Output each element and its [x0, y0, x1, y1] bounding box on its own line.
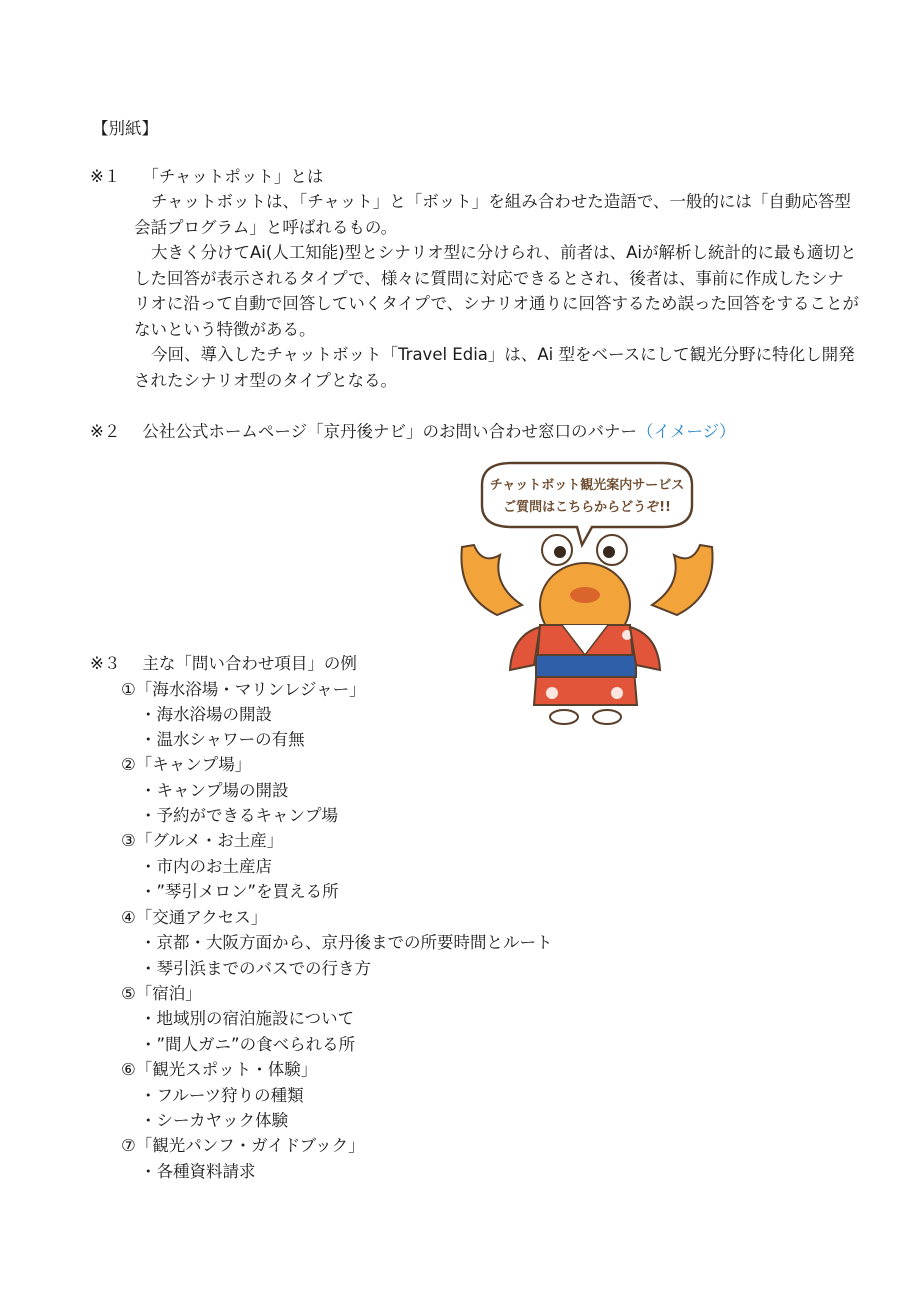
- note1-heading: [90, 163, 323, 187]
- note3-mark: ※３: [90, 654, 121, 673]
- category-item: ・各種資料請求: [140, 1162, 256, 1181]
- category-label: ③「グルメ・お土産」: [121, 831, 284, 850]
- note2-image-note: （イメージ）: [637, 422, 736, 441]
- note1-paragraph-1: チャットボットは、「チャット」と「ボット」を組み合わせた造語で、一般的には「自動応答型 会話プログラム」と呼ばれるもの。: [134, 192, 851, 237]
- category-label: ②「キャンプ場」: [121, 755, 252, 774]
- category-item: ・海水浴場の開設: [140, 705, 272, 724]
- note2-title: 公社公式ホームページ「京丹後ナビ」のお問い合わせ窓口のバナー: [142, 422, 637, 441]
- category-label: ⑤「宿泊」: [121, 984, 202, 1003]
- mascot-illustration: [452, 455, 722, 735]
- category-label: ⑥「観光スポット・体験」: [121, 1060, 318, 1079]
- note3-heading: [90, 650, 357, 674]
- note1-paragraph-3: 今回、導入したチャットボット「Travel Edia」は、Ai 型をベースにして観光分野に特化し開発されたシナリオ型のタイプとなる。: [134, 345, 855, 390]
- category-item: ・フルーツ狩りの種類: [140, 1086, 304, 1105]
- note1-mark: ※１: [90, 167, 121, 186]
- note2-mark: ※２: [90, 422, 121, 441]
- category-item: ・地域別の宿泊施設について: [140, 1009, 355, 1028]
- category-label: ④「交通アクセス」: [121, 908, 268, 927]
- category-item: ・シーカヤック体験: [140, 1111, 289, 1130]
- category-item: ・市内のお土産店: [140, 857, 272, 876]
- bubble-line-2: ご質問はこちらからどうぞ!!: [503, 500, 671, 515]
- note2-heading: [90, 418, 736, 442]
- category-item: ・温水シャワーの有無: [140, 730, 305, 749]
- category-item: ・琴引浜までのバスでの行き方: [140, 959, 371, 978]
- note1-title: 「チャットポット」とは: [142, 167, 324, 186]
- category-item: ・京都・大阪方面から、京丹後までの所要時間とルート: [140, 933, 553, 952]
- attachment-label: 【別紙】: [92, 119, 158, 138]
- category-item: ・キャンプ場の開設: [140, 781, 289, 800]
- chatbot-banner[interactable]: [452, 455, 722, 735]
- category-item: ・”間人ガニ”の食べられる所: [140, 1035, 356, 1054]
- bubble-line-1: チャットボット観光案内サービス: [489, 478, 685, 493]
- category-item: ・予約ができるキャンプ場: [140, 806, 338, 825]
- category-item: ・”琴引メロン”を買える所: [140, 882, 339, 901]
- note3-title: 主な「問い合わせ項目」の例: [142, 654, 357, 673]
- note1-paragraph-2: 大きく分けてAi(人工知能)型とシナリオ型に分けられ、前者は、Aiが解析し統計的に最も適切とした回答が表示されるタイプで、様々に質問に対応できるとされ、後者は、事前に作成したシナリオに沿って自動で回答していくタイプで、シナリオ通りに回答するため誤った回答をすることがないという特徴がある。: [134, 243, 860, 339]
- category-label: ①「海水浴場・マリンレジャー」: [121, 680, 366, 699]
- category-label: ⑦「観光パンフ・ガイドブック」: [121, 1136, 365, 1155]
